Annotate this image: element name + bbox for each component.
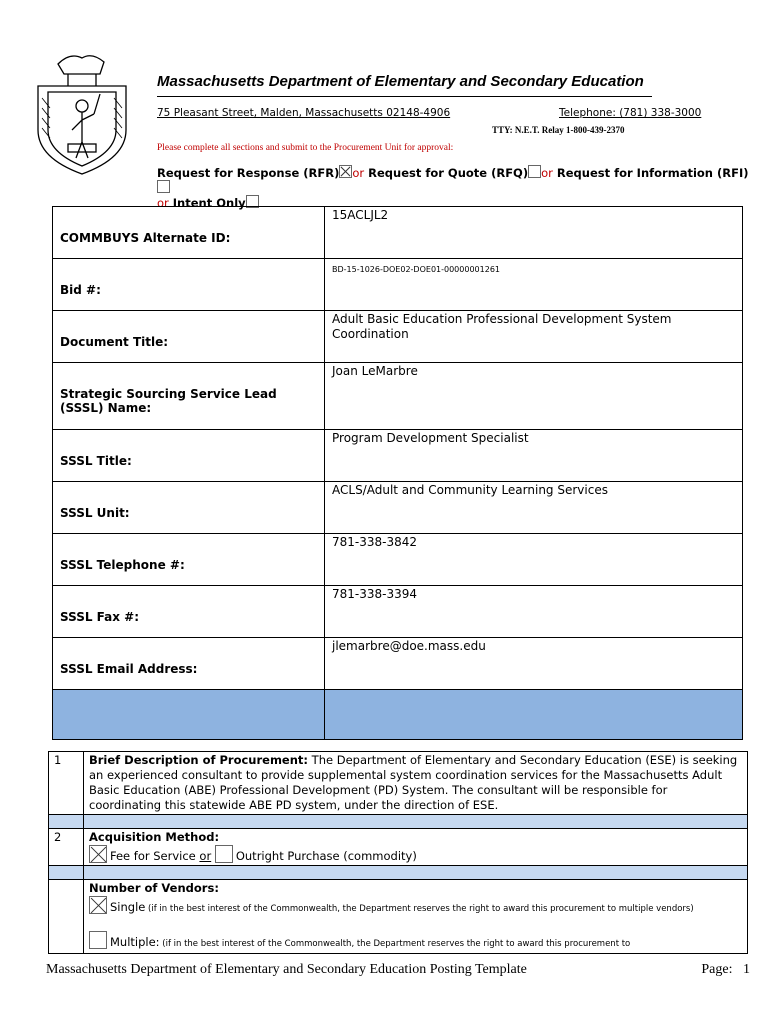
rfq-label: Request for Quote (RFQ) [368,166,529,180]
header-rule [157,96,652,97]
rfi-label: Request for Information (RFI) [556,166,749,180]
blank-cell [84,866,748,880]
field-label: SSSL Unit: [53,482,325,534]
multiple-vendor-label: Multiple: [110,935,160,949]
page-footer [46,962,750,988]
multiple-vendor-note: (if in the best interest of the Commonwealth, the Department reserves the right to award this procurement to [159,939,631,949]
or-label: or [157,196,169,210]
field-label: Strategic Sourcing Service Lead (SSSL) Name: [53,363,325,430]
table-row [49,829,748,866]
blank-cell [325,690,743,740]
description-cell[interactable] [84,752,748,815]
bid-number-field[interactable]: BD-15-1026-DOE02-DOE01-00000001261 [325,259,743,311]
outright-purchase-label: Outright Purchase (commodity) [235,849,417,863]
or-label: or [541,166,553,180]
table-row [53,482,743,534]
table-row [53,311,743,363]
rfr-checkbox[interactable] [339,165,352,178]
single-vendor-note: (if in the best interest of the Commonwealth, the Department reserves the right to award this procurement to multiple vendors) [145,904,694,914]
blank-cell [49,866,84,880]
acquisition-method-cell [84,829,748,866]
rfr-label: Request for Response (RFR) [157,166,340,180]
table-row [49,866,748,880]
sssl-email-field[interactable]: jlemarbre@doe.mass.edu [325,638,743,690]
document-title-field[interactable]: Adult Basic Education Professional Development System Coordination [325,311,743,363]
department-address: 75 Pleasant Street, Malden, Massachusetts 02148-4906 [157,107,451,119]
item-number [49,880,84,954]
vendors-cell [84,880,748,954]
blank-cell [49,815,84,829]
single-vendor-label: Single [110,900,146,914]
blank-cell [53,690,325,740]
fee-for-service-checkbox[interactable] [89,845,107,863]
outright-purchase-checkbox[interactable] [215,845,233,863]
department-title: Massachusetts Department of Elementary and Secondary Education [157,73,644,90]
footer-text: Massachusetts Department of Elementary and Secondary Education Posting Template [46,962,527,977]
or-label: or [199,849,212,863]
sssl-unit-field[interactable]: ACLS/Adult and Community Learning Services [325,482,743,534]
page-number [701,962,750,978]
table-row [53,586,743,638]
table-row [49,815,748,829]
intent-label: Intent Only [172,196,246,210]
acquisition-heading: Acquisition Method: [89,830,220,844]
item-number: 2 [49,829,84,866]
request-type-selector [157,165,757,210]
item-number: 1 [49,752,84,815]
page-label: Page: [701,962,733,977]
submission-instructions: Please complete all sections and submit to the Procurement Unit for approval: [157,143,454,153]
sssl-title-field[interactable]: Program Development Specialist [325,430,743,482]
field-label: SSSL Telephone #: [53,534,325,586]
single-vendor-checkbox[interactable] [89,896,107,914]
description-text: The Department of Elementary and Secondary Education (ESE) is seeking an experienced consultant to provide supplemental system coordination services for the Massachusetts Adult Basic Education (ABE) Professional Development (PD) System. The consultant will be responsible for coordinating this statewide ABE PD system, under the direction of ESE. [89,753,738,812]
table-row [53,363,743,430]
table-row [49,880,748,954]
sssl-telephone-field[interactable]: 781-338-3842 [325,534,743,586]
sssl-name-field[interactable]: Joan LeMarbre [325,363,743,430]
table-row [53,534,743,586]
field-label: SSSL Fax #: [53,586,325,638]
field-label: COMMBUYS Alternate ID: [53,207,325,259]
rfi-checkbox[interactable] [157,180,170,193]
description-heading: Brief Description of Procurement: [89,753,309,767]
vendors-heading: Number of Vendors: [89,881,219,895]
blank-cell [84,815,748,829]
sssl-fax-field[interactable]: 781-338-3394 [325,586,743,638]
commbuys-id-field[interactable]: 15ACLJL2 [325,207,743,259]
page-number-value: 1 [743,962,750,977]
procurement-info-table [52,206,743,740]
field-label: Document Title: [53,311,325,363]
department-telephone: Telephone: (781) 338-3000 [559,107,702,119]
field-label: SSSL Title: [53,430,325,482]
multiple-vendor-checkbox[interactable] [89,931,107,949]
table-row [53,259,743,311]
department-tty: TTY: N.E.T. Relay 1-800-439-2370 [492,125,625,135]
table-row [53,638,743,690]
table-row [49,752,748,815]
rfq-checkbox[interactable] [528,165,541,178]
table-row [53,430,743,482]
table-row [53,690,743,740]
field-label: SSSL Email Address: [53,638,325,690]
procurement-details-table [48,751,748,954]
or-label: or [352,166,365,180]
field-label: Bid #: [53,259,325,311]
massachusetts-seal [28,50,140,178]
fee-for-service-label: Fee for Service [110,849,196,863]
table-row [53,207,743,259]
